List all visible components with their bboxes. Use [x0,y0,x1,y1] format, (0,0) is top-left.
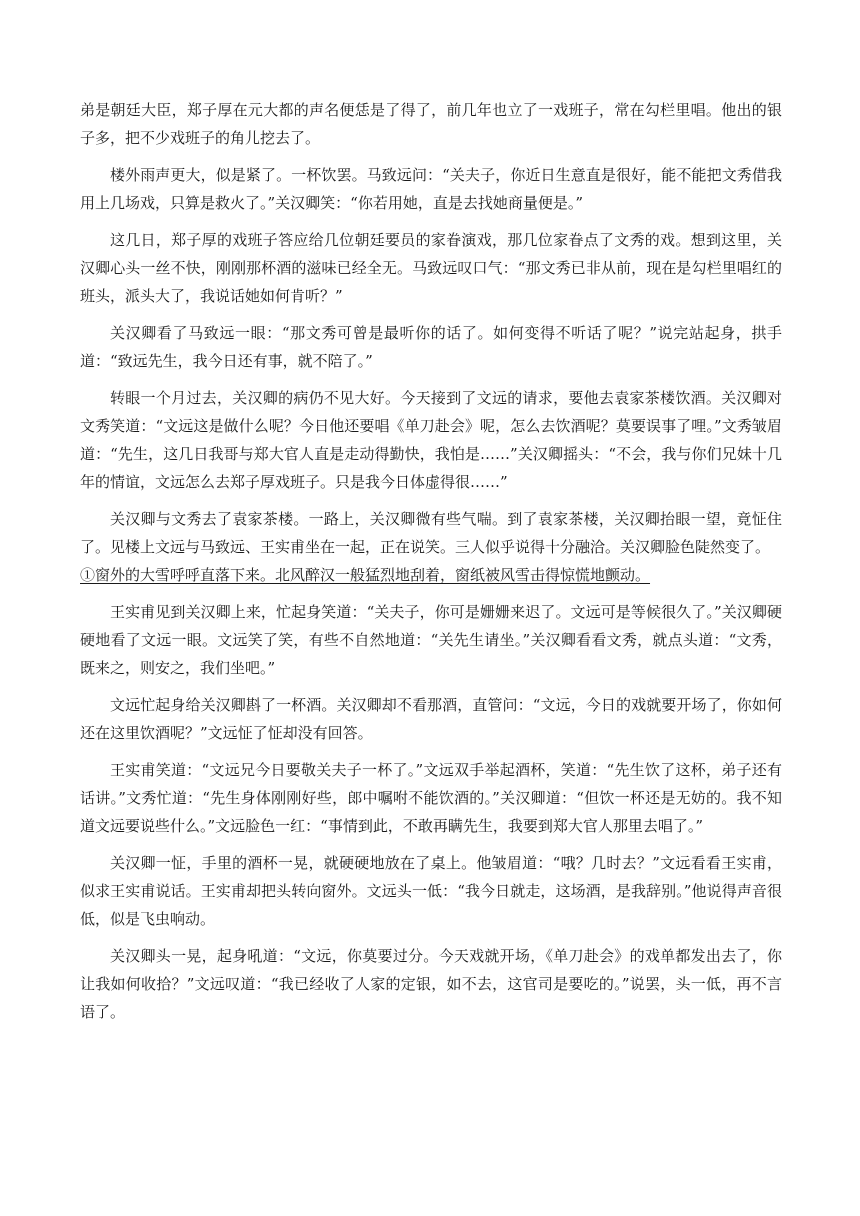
paragraph-8: 文远忙起身给关汉卿斟了一杯酒。关汉卿却不看那酒，直管问：“文远，今日的戏就要开场了，你如何还在这里饮酒呢？”文远怔了怔却没有回答。 [80,696,782,742]
paragraph-11: 关汉卿头一晃，起身吼道：“文远，你莫要过分。今天戏就开场，《单刀赴会》的戏单都发出去了，你让我如何收拾？”文远叹道：“我已经收了人家的定银，如不去，这官司是要吃的。”说罢，头一低，再不言语了。 [80,947,782,1021]
paragraph-10: 关汉卿一怔，手里的酒杯一晃，就硬硬地放在了桌上。他皱眉道：“哦？几时去？”文远看看王实甫，似求王实甫说话。王实甫却把头转向窗外。文远头一低：“我今日就走，这场酒，是我辞别。”他说得声音很低，似是飞虫响动。 [80,854,782,928]
paragraph-1: 弟是朝廷大臣，郑子厚在元大都的声名便恁是了得了，前几年也立了一戏班子，常在勾栏里唱。他出的银子多，把不少戏班子的角儿挖去了。 [80,101,782,147]
paragraph-6: 关汉卿与文秀去了袁家茶楼。一路上，关汉卿微有些气喘。到了袁家茶楼，关汉卿抬眼一望，竟怔住了。见楼上文远与马致远、王实甫坐在一起，正在说笑。三人似乎说得十分融洽。关汉卿脸色陡然变了。 [80,510,782,556]
paragraph-5: 转眼一个月过去，关汉卿的病仍不见大好。今天接到了文远的请求，要他去袁家茶楼饮酒。关汉卿对文秀笑道：“文远这是做什么呢？今日他还要唱《单刀赴会》呢，怎么去饮酒呢？莫要误事了哩。”文秀皱眉道：“先生，这几日我哥与郑大官人直是走动得勤快，我怕是……”关汉卿摇头：“不会，我与你们兄妹十几年的情谊，文远怎么去郑子厚戏班子。只是我今日体虚得很……” [80,389,782,491]
underlined-sentence-paragraph [80,561,782,589]
paragraph-9: 王实甫笑道：“文远兄今日要敬关夫子一杯了。”文远双手举起酒杯，笑道：“先生饮了这杯，弟子还有话讲。”文秀忙道：“先生身体刚刚好些，郎中嘱咐不能饮酒的。”关汉卿道：“但饮一杯还是无妨的。我不知道文远要说些什么。”文远脸色一红：“事情到此，不敢再瞒先生，我要到郑大官人那里去唱了。” [80,761,782,835]
underlined-sentence: ①窗外的大雪呼呼直落下来。北风醉汉一般猛烈地刮着，窗纸被风雪击得惊慌地颤动。 [80,566,651,584]
paragraph-3: 这几日，郑子厚的戏班子答应给几位朝廷要员的家眷演戏，那几位家眷点了文秀的戏。想到这里，关汉卿心头一丝不快，刚刚那杯酒的滋味已经全无。马致远叹口气：“那文秀已非从前，现在是勾栏里唱红的班头，派头大了，我说话她如何肯听？” [80,231,782,305]
paragraph-2: 楼外雨声更大，似是紧了。一杯饮罢。马致远问：“关夫子，你近日生意直是很好，能不能把文秀借我用上几场戏，只算是救火了。”关汉卿笑：“你若用她，直是去找她商量便是。” [80,166,782,212]
document-body [80,96,782,1035]
paragraph-4: 关汉卿看了马致远一眼：“那文秀可曾是最听你的话了。如何变得不听话了呢？”说完站起身，拱手道：“致远先生，我今日还有事，就不陪了。” [80,324,782,370]
paragraph-7: 王实甫见到关汉卿上来，忙起身笑道：“关夫子，你可是姗姗来迟了。文远可是等候很久了。”关汉卿硬硬地看了文远一眼。文远笑了笑，有些不自然地道：“关先生请坐。”关汉卿看看文秀，就点头道：“文秀，既来之，则安之，我们坐吧。” [80,603,782,677]
